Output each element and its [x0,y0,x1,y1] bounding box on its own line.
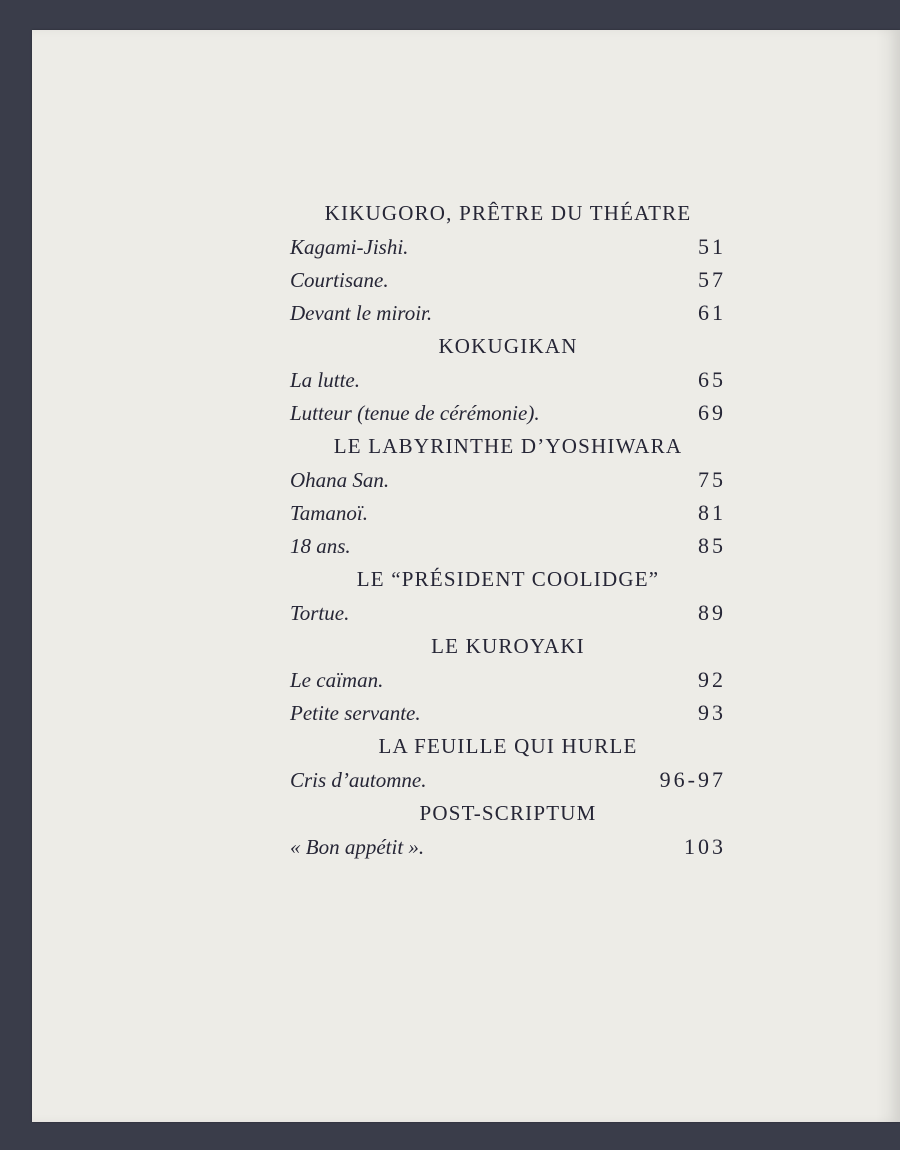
entry-page-number: 81 [698,500,726,525]
toc-section [290,796,726,863]
section-title: KIKUGORO, PRÊTRE DU THÉATRE [324,201,692,225]
entry-title: Courtisane. [290,268,389,292]
toc-entry [290,296,726,329]
entry-page-number: 96-97 [659,767,726,792]
entry-title: Tortue. [290,601,350,625]
section-title: LA FEUILLE QUI HURLE [378,734,638,758]
entry-page-number: 92 [698,667,726,692]
toc-entry [290,529,726,562]
toc-entry [290,696,726,729]
table-of-contents [290,196,726,863]
page-sheet [32,30,900,1122]
toc-entry [290,263,726,296]
entry-title: Devant le miroir. [290,301,433,325]
entry-page-number: 51 [698,234,726,259]
section-title: KOKUGIKAN [438,334,578,358]
toc-entry [290,763,726,796]
toc-section [290,729,726,796]
section-title: LE “PRÉSIDENT COOLIDGE” [356,567,660,591]
toc-section [290,629,726,729]
toc-entry [290,230,726,263]
page-edge-shadow [876,30,900,1122]
entry-page-number: 93 [698,700,726,725]
entry-title: Ohana San. [290,468,390,492]
entry-page-number: 89 [698,600,726,625]
entry-title: Le caïman. [290,668,384,692]
entry-title: Cris d’automne. [290,768,427,792]
entry-page-number: 61 [698,300,726,325]
entry-title: 18 ans. [290,534,351,558]
entry-page-number: 103 [684,834,726,859]
toc-entry [290,830,726,863]
section-title: LE KUROYAKI [431,634,585,658]
section-title: LE LABYRINTHE D’YOSHIWARA [333,434,683,458]
toc-entry [290,396,726,429]
entry-title: « Bon appétit ». [290,835,425,859]
entry-page-number: 85 [698,533,726,558]
toc-entry [290,496,726,529]
entry-page-number: 69 [698,400,726,425]
toc-entry [290,463,726,496]
entry-title: Kagami-Jishi. [290,235,409,259]
toc-section [290,196,726,329]
toc-entry [290,363,726,396]
toc-entry [290,596,726,629]
entry-title: Tamanoï. [290,501,369,525]
toc-section [290,562,726,629]
entry-page-number: 75 [698,467,726,492]
entry-title: Petite servante. [290,701,421,725]
toc-section [290,329,726,429]
section-title: POST-SCRIPTUM [419,801,597,825]
entry-page-number: 65 [698,367,726,392]
entry-title: Lutteur (tenue de cérémonie). [290,401,540,425]
toc-entry [290,663,726,696]
entry-page-number: 57 [698,267,726,292]
entry-title: La lutte. [290,368,361,392]
toc-section [290,429,726,562]
